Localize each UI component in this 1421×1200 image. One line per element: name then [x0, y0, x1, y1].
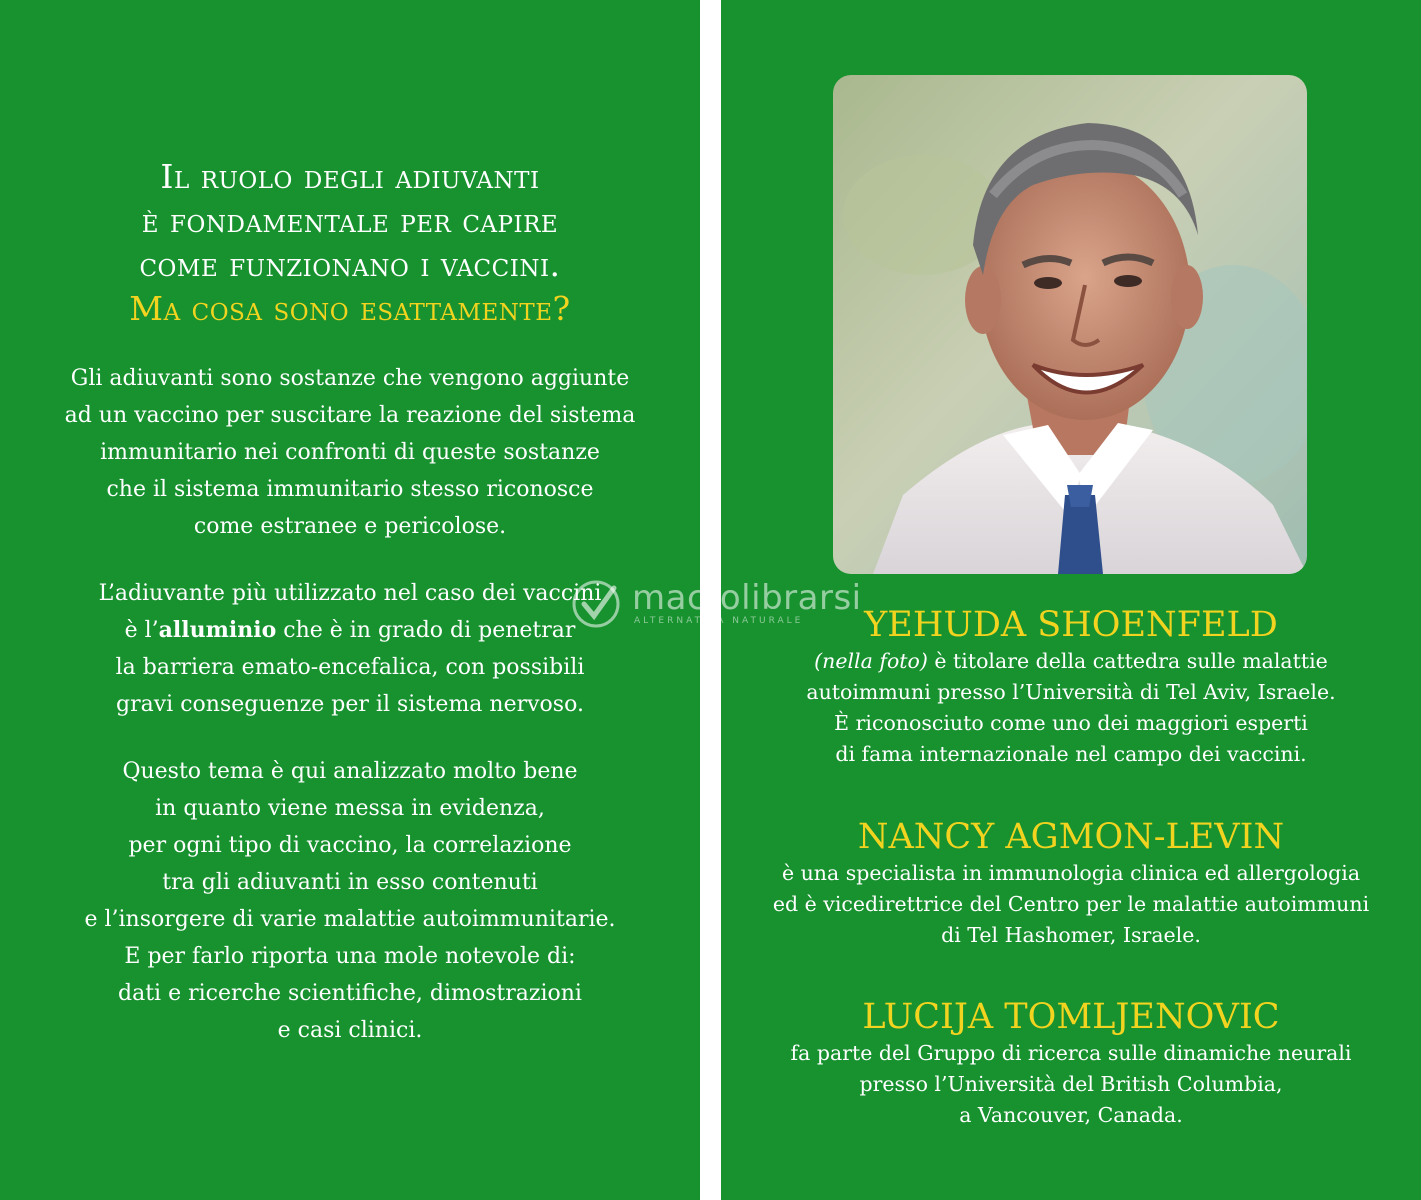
author-photo	[833, 75, 1307, 574]
text-line: autoimmuni presso l’Università di Tel Aviv, Israele.	[806, 680, 1336, 704]
headline-line: come funzionano i vaccini.	[139, 245, 561, 284]
text-line: tra gli adiuvanti in esso contenuti	[162, 870, 538, 895]
text-line: fa parte del Gruppo di ricerca sulle dinamiche neurali	[790, 1041, 1352, 1065]
headline-line: è fondamentale per capire	[141, 201, 559, 240]
author-name: YEHUDA SHOENFELD	[864, 605, 1278, 645]
photo-caption: (nella foto)	[814, 649, 928, 673]
text-fragment: è titolare della cattedra sulle malattie	[927, 649, 1328, 673]
text-line: e l’insorgere di varie malattie autoimmunitarie.	[84, 907, 616, 932]
text-line: a Vancouver, Canada.	[959, 1103, 1183, 1127]
text-line: di fama internazionale nel campo dei vaccini.	[835, 742, 1307, 766]
watermark-brand: macrolibrarsi	[632, 578, 862, 618]
author-name: NANCY AGMON-LEVIN	[857, 817, 1285, 857]
text-line: come estranee e pericolose.	[193, 514, 507, 539]
right-panel	[632, 0, 1421, 1200]
paragraph-adjuvants-definition	[20, 360, 680, 545]
author-name: LUCIJA TOMLJENOVIC	[862, 997, 1280, 1037]
text-line: che il sistema immunitario stesso riconosce	[106, 477, 594, 502]
text-line: presso l’Università del British Columbia,	[859, 1072, 1283, 1096]
bold-term: alluminio	[158, 617, 277, 643]
text-line: dati e ricerche scientifiche, dimostrazioni	[118, 981, 582, 1006]
text-line: Questo tema è qui analizzato molto bene	[122, 759, 578, 784]
paragraph-topic-analysis	[20, 753, 680, 1049]
text-fragment: che è in grado di penetrar	[276, 618, 576, 643]
text-line: gravi conseguenze per il sistema nervoso.	[116, 692, 584, 717]
headline-highlight: Ma cosa sono esattamente?	[129, 289, 571, 328]
text-line: L’adiuvante più utilizzato nel caso dei vaccini	[98, 581, 602, 606]
text-line: Gli adiuvanti sono sostanze che vengono aggiunte	[70, 366, 630, 391]
text-line: immunitario nei confronti di queste sostanze	[100, 440, 600, 465]
text-line: ad un vaccino per suscitare la reazione del sistema	[64, 403, 636, 428]
text-line: per ogni tipo di vaccino, la correlazione	[128, 833, 572, 858]
watermark-tagline: ALTERNATIVA NATURALE	[634, 616, 804, 626]
text-line: è una specialista in immunologia clinica ed allergologia	[781, 861, 1361, 885]
author-block-agmon-levin	[721, 816, 1421, 951]
text-line: È riconosciuto come uno dei maggiori esperti	[834, 711, 1308, 735]
text-line: di Tel Hashomer, Israele.	[941, 923, 1201, 947]
text-line	[721, 646, 1421, 677]
text-line: in quanto viene messa in evidenza,	[155, 796, 545, 821]
author-block-tomljenovic	[721, 996, 1421, 1131]
text-line: la barriera emato-encefalica, con possibili	[115, 655, 585, 680]
text-line: e casi clinici.	[277, 1018, 423, 1043]
headline-line: Il ruolo degli adiuvanti	[160, 157, 540, 196]
headline	[0, 155, 700, 331]
text-line: E per farlo riporta una mole notevole di:	[124, 944, 576, 969]
text-line: ed è vicedirettrice del Centro per le malattie autoimmuni	[772, 892, 1370, 916]
author-block-shoenfeld	[721, 604, 1421, 770]
leaf-check-icon	[570, 578, 624, 630]
text-fragment: è l’	[124, 618, 159, 643]
